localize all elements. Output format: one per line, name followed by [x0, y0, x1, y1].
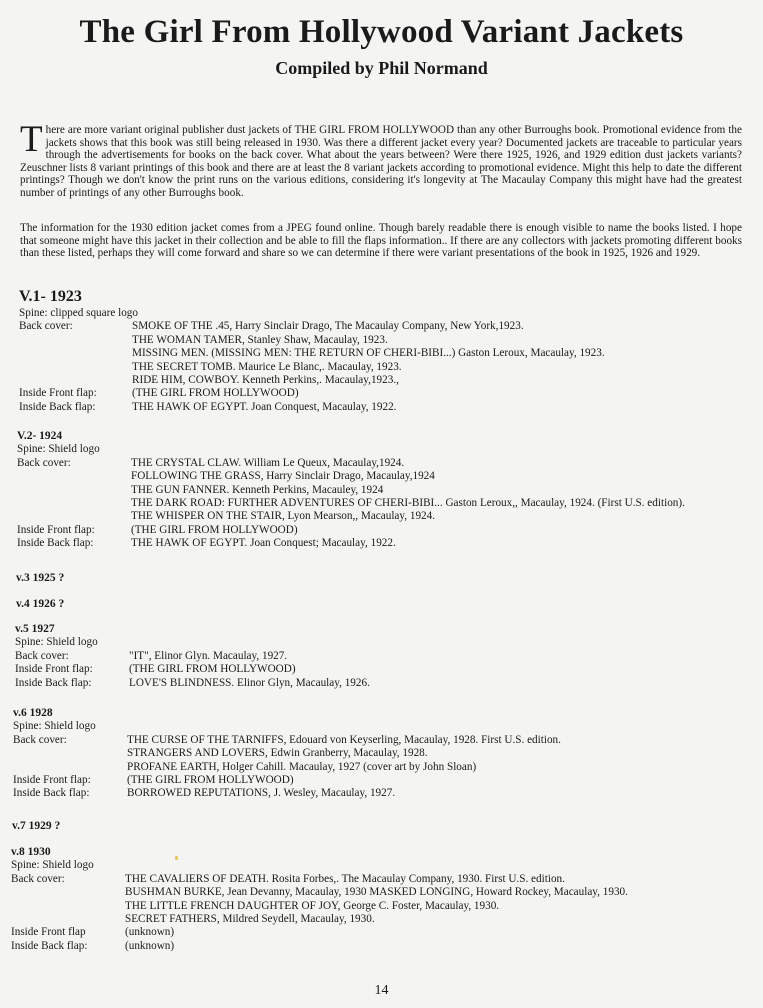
page-number: 14 [374, 983, 389, 998]
spine-line: Spine: clipped square logo [19, 307, 138, 319]
front-flap-label: Inside Front flap [11, 926, 86, 939]
page-title: The Girl From Hollywood Variant Jackets [79, 14, 684, 50]
back-cover-list [132, 320, 605, 387]
front-flap-row [19, 387, 605, 400]
back-cover-row [19, 320, 605, 387]
list-item: BUSHMAN BURKE, Jean Devanny, Macaulay, 1930 MASKED LONGING, Howard Rockey, Macaulay, 1930. [125, 886, 628, 899]
list-item: RIDE HIM, COWBOY. Kenneth Perkins,. Macaulay,1923., [132, 374, 399, 387]
list-item: PROFANE EARTH, Holger Cahill. Macaulay, 1927 (cover art by John Sloan) [127, 760, 477, 773]
front-flap-label: Inside Front flap: [15, 663, 93, 676]
back-cover-row [11, 873, 628, 927]
front-flap-row [15, 663, 370, 676]
front-flap-value: (unknown) [125, 926, 175, 939]
back-flap-value: THE HAWK OF EGYPT. Joan Conquest; Macaulay, 1922. [131, 537, 396, 550]
back-flap-label: Inside Back flap: [17, 537, 94, 550]
drop-cap: T [20, 119, 43, 160]
spine-line: Spine: Shield logo [15, 636, 98, 649]
spine-line: Spine: Shield logo [17, 443, 100, 456]
variant-heading: v.3 1925 ? [16, 572, 65, 584]
list-item: FOLLOWING THE GRASS, Harry Sinclair Drago, Macaulay,1924 [131, 470, 435, 483]
front-flap-value: (THE GIRL FROM HOLLYWOOD) [131, 523, 298, 536]
back-flap-row [17, 537, 685, 550]
spine-line: Spine: Shield logo [13, 720, 96, 733]
back-cover-list [125, 873, 628, 927]
back-cover-label: Back cover: [15, 649, 69, 662]
back-flap-row [19, 401, 605, 414]
back-cover-row [15, 650, 370, 663]
back-flap-label: Inside Back flap: [13, 787, 90, 800]
front-flap-label: Inside Front flap: [13, 774, 91, 787]
front-flap-label: Inside Front flap: [17, 523, 95, 536]
back-cover-label: Back cover: [19, 320, 73, 333]
list-item: THE SECRET TOMB. Maurice Le Blanc,. Macaulay, 1923. [132, 360, 402, 373]
variant-heading: v.6 1928 [13, 707, 53, 719]
variant-7-section [12, 820, 60, 833]
variant-1-section [19, 287, 605, 414]
list-item: STRANGERS AND LOVERS, Edwin Granberry, Macaulay, 1928. [127, 747, 428, 760]
front-flap-label: Inside Front flap: [19, 387, 97, 400]
variant-4-section [16, 598, 64, 611]
back-cover-label: Back cover: [13, 733, 67, 746]
back-cover-label: Back cover: [11, 872, 65, 885]
back-flap-row [15, 677, 370, 690]
variant-heading: v.8 1930 [11, 846, 51, 858]
back-flap-value: BORROWED REPUTATIONS, J. Wesley, Macaulay, 1927. [127, 787, 396, 800]
back-flap-value: THE HAWK OF EGYPT. Joan Conquest, Macaulay, 1922. [132, 400, 397, 413]
list-item: THE GUN FANNER. Kenneth Perkins, Macauley, 1924 [131, 483, 384, 496]
back-flap-value: (unknown) [125, 939, 175, 952]
spine-line: Spine: Shield logo [11, 859, 94, 872]
variant-8-section [11, 846, 628, 953]
back-flap-label: Inside Back flap: [19, 400, 96, 413]
intro-paragraph-1 [20, 119, 742, 199]
list-item: SECRET FATHERS, Mildred Seydell, Macaulay, 1930. [125, 913, 375, 926]
back-cover-row [13, 734, 561, 774]
back-cover-list [127, 734, 561, 774]
front-flap-value: (THE GIRL FROM HOLLYWOOD) [132, 387, 299, 400]
back-flap-label: Inside Back flap: [15, 676, 92, 689]
back-flap-value: LOVE'S BLINDNESS. Elinor Glyn, Macaulay, 1926. [129, 676, 370, 689]
back-flap-row [11, 940, 628, 953]
variant-5-section [15, 623, 370, 690]
list-item: THE WHISPER ON THE STAIR, Lyon Mearson,, Macaulay, 1924. [131, 510, 436, 523]
variant-3-section [16, 572, 64, 585]
variant-6-section [13, 707, 561, 801]
list-item: THE WOMAN TAMER, Stanley Shaw, Macaulay, 1923. [132, 333, 388, 346]
back-cover-label: Back cover: [17, 456, 71, 469]
intro-paragraph-2: The information for the 1930 edition jacket comes from a JPEG found online. Though barely readable there is enough visible to name the books listed. I hope that someone might have this jacket in their collection and be able to fill the flaps information.. If there are any collectors with jackets promoting different books than these listed, perhaps they will come forward and share so we can determine if there were variant presentations of the book in 1925, 1926 and 1929. [20, 222, 742, 259]
variant-heading: V.1- 1923 [19, 288, 82, 305]
back-flap-label: Inside Back flap: [11, 939, 88, 952]
variant-heading: v.4 1926 ? [16, 598, 65, 610]
front-flap-row [17, 524, 685, 537]
list-item: THE CRYSTAL CLAW. William Le Queux, Macaulay,1924. [131, 456, 405, 469]
variant-heading: V.2- 1924 [17, 430, 63, 442]
front-flap-row [11, 926, 628, 939]
list-item: "IT", Elinor Glyn. Macaulay, 1927. [129, 649, 288, 662]
list-item: THE CAVALIERS OF DEATH. Rosita Forbes,. The Macaulay Company, 1930. First U.S. edition. [125, 872, 565, 885]
back-cover-list [129, 650, 287, 663]
list-item: MISSING MEN. (MISSING MEN: THE RETURN OF CHERI-BIBI...) Gaston Leroux, Macaulay, 1923. [132, 347, 605, 360]
variant-heading: v.5 1927 [15, 623, 55, 635]
list-item: THE LITTLE FRENCH DAUGHTER OF JOY, George C. Foster, Macaulay, 1930. [125, 899, 500, 912]
front-flap-value: (THE GIRL FROM HOLLYWOOD) [127, 774, 294, 787]
list-item: THE CURSE OF THE TARNIFFS, Edouard von Keyserling, Macaulay, 1928. First U.S. edition. [127, 733, 561, 746]
variant-heading: v.7 1929 ? [12, 820, 61, 832]
page-subtitle: Compiled by Phil Normand [275, 58, 488, 78]
front-flap-row [13, 774, 561, 787]
back-cover-list [131, 457, 685, 524]
back-cover-row [17, 457, 685, 524]
variant-2-section [17, 430, 685, 551]
back-flap-row [13, 787, 561, 800]
intro-paragraph-1-text: here are more variant original publisher dust jackets of THE GIRL FROM HOLLYWOOD than any other Burroughs book. Promotional evidence from the jackets shows that this book was still being released in 1930. Was there a different jacket every year? Documented jackets are traceable to particular years through the advertisements for books on the back cover. What about the years between? Were there 1925, 1926, and 1929 edition dust jackets variants? Zeuschner lists 8 variant printings of this book and there are at least the 8 variant jackets according to promotional evidence. Might this help to date the different printings? Though we don't know the print runs on the various editions, considering it's longevity at The Macaulay Company this might have had the greatest number of printings of any other Burroughs book. [20, 124, 742, 199]
list-item: SMOKE OF THE .45, Harry Sinclair Drago, The Macaulay Company, New York,1923. [132, 320, 524, 333]
scan-speck [175, 856, 178, 860]
list-item: THE DARK ROAD: FURTHER ADVENTURES OF CHERI-BIBI... Gaston Leroux,, Macaulay, 1924. (First U.S. edition). [131, 497, 685, 510]
front-flap-value: (THE GIRL FROM HOLLYWOOD) [129, 663, 296, 676]
